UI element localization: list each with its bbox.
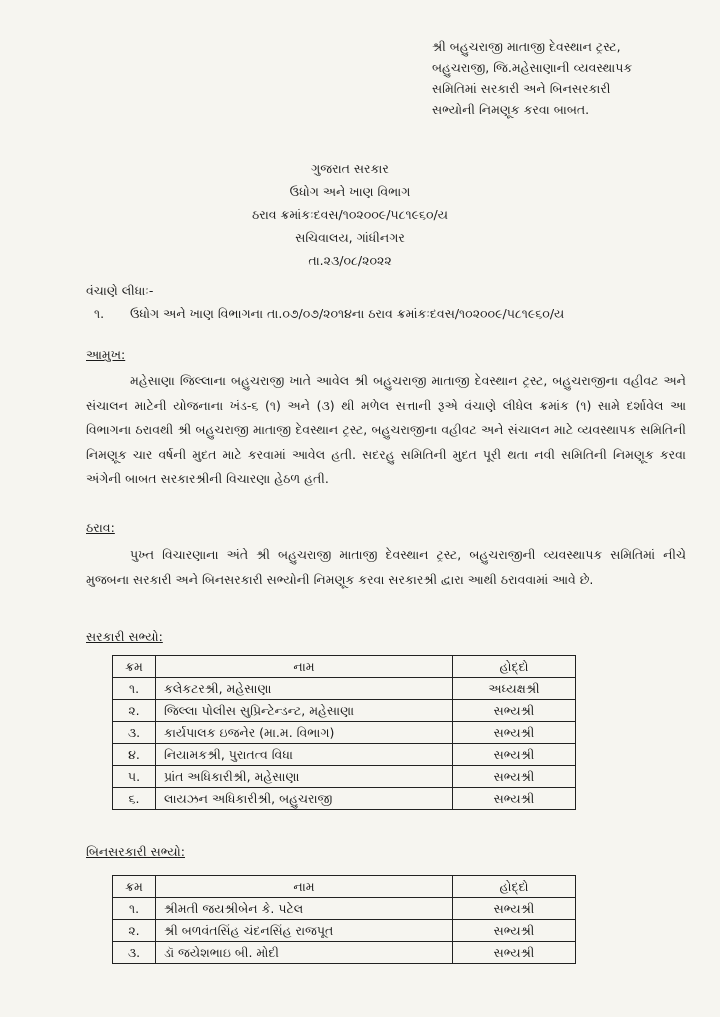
non-official-members-table	[112, 875, 576, 964]
column-header: ક્રમ	[113, 876, 156, 898]
table-header-row	[113, 656, 576, 678]
name-cell: પ્રાંત અધિકારીશ્રી, મહેસાણા	[156, 766, 453, 788]
table-row	[113, 898, 576, 920]
table-row	[113, 744, 576, 766]
official-members-table	[112, 655, 576, 810]
name-cell: લાયઝન અધિકારીશ્રી, બહુચરાજી	[156, 788, 453, 810]
reading-item-number: ૧.	[94, 306, 105, 321]
preamble-text: મહેસાણા જિલ્લાના બહુચરાજી ખાતે આવેલ શ્રી બહુચરાજી માતાજી દેવસ્થાન ટ્રસ્ટ, બહુચરાજીના વહીવટ અને સંચાલન માટેની યોજનાના ખંડ-૬ (૧) અને (૩) થી મળેલ સત્તાની રૂએ વંચાણે લીધેલ ક્રમાંક (૧) સામે દર્શાવેલ આ વિભાગના ઠરાવથી શ્રી બહુચરાજી માતાજી દેવસ્થાન ટ્રસ્ટ, બહુચરાજીના વહીવટ અને સંચાલન માટે વ્યવસ્થાપક સમિતિની નિમણૂક ચાર વર્ષની મુદત માટે કરવામાં આવેલ હતી. સદરહુ સમિતિની મુદત પૂરી થતા નવી સમિતિની નિમણૂક કરવા અંગેની બાબત સરકારશ્રીની વિચારણા હેઠળ હતી.	[86, 373, 686, 486]
subject-block	[432, 36, 692, 120]
name-cell: ડૉ જયેશભાઇ બી. મોદી	[156, 942, 453, 964]
table-row	[113, 788, 576, 810]
name-cell: કાર્યપાલક ઇજનેર (મા.મ. વિભાગ)	[156, 722, 453, 744]
reading-title: વંચાણે લીધાઃ-	[86, 283, 154, 298]
table-row	[113, 700, 576, 722]
date: તા.૨૩/૦૮/૨૦૨૨	[308, 253, 392, 268]
table-row	[113, 942, 576, 964]
serial-cell: ૬.	[113, 788, 156, 810]
column-header: હોદ્દો	[453, 876, 576, 898]
reading-item	[94, 306, 564, 322]
table-row	[113, 722, 576, 744]
serial-cell: ૪.	[113, 744, 156, 766]
subject-line: સભ્યોની નિમણૂક કરવા બાબત.	[432, 102, 590, 117]
reading-item-text: ઉધોગ અને ખાણ વિભાગના તા.૦૭/૦૭/૨૦૧૪ના ઠરાવ ક્રમાંકઃદવસ/૧૦૨૦૦૯/૫૮૧૯૬૦/ય	[129, 306, 565, 321]
official-members-heading: સરકારી સભ્યો:	[86, 629, 163, 644]
non-official-members-heading: બિનસરકારી સભ્યો:	[86, 844, 185, 859]
document-header	[180, 157, 520, 272]
serial-cell: ૧.	[113, 898, 156, 920]
designation-cell: સભ્યશ્રી	[453, 898, 576, 920]
name-cell: નિયામકશ્રી, પુરાતત્વ વિધા	[156, 744, 453, 766]
resolution-heading: ઠરાવ:	[86, 520, 115, 535]
designation-cell: સભ્યશ્રી	[453, 700, 576, 722]
designation-cell: અધ્યક્ષશ્રી	[453, 678, 576, 700]
place: સચિવાલય, ગાંધીનગર	[295, 230, 405, 245]
subject-line: બહુચરાજી, જિ.મહેસાણાની વ્યવસ્થાપક	[432, 60, 633, 75]
column-header: હોદ્દો	[453, 656, 576, 678]
table-row	[113, 678, 576, 700]
subject-line: શ્રી બહુચરાજી માતાજી દેવસ્થાન ટ્રસ્ટ,	[432, 39, 621, 54]
name-cell: કલેકટરશ્રી, મહેસાણા	[156, 678, 453, 700]
resolution-number: ઠરાવ ક્રમાંકઃદવસ/૧૦૨૦૦૯/૫૮૧૯૬૦/ય	[251, 207, 449, 222]
government-name: ગુજરાત સરકાર	[311, 161, 389, 176]
name-cell: જિલ્લા પોલીસ સુપ્રિન્ટેન્ડન્ટ, મહેસાણા	[156, 700, 453, 722]
preamble-heading: આમુખ:	[86, 347, 126, 362]
designation-cell: સભ્યશ્રી	[453, 942, 576, 964]
serial-cell: ૩.	[113, 942, 156, 964]
resolution-text: પુખ્ત વિચારણાના અંતે શ્રી બહુચરાજી માતાજી દેવસ્થાન ટ્રસ્ટ, બહુચરાજીની વ્યવસ્થાપક સમિતિમાં નીચે મુજબના સરકારી અને બિનસરકારી સભ્યોની નિમણૂક કરવા સરકારશ્રી દ્વારા આથી ઠરાવવામાં આવે છે.	[86, 547, 686, 587]
table-row	[113, 920, 576, 942]
serial-cell: ૨.	[113, 920, 156, 942]
subject-line: સમિતિમાં સરકારી અને બિનસરકારી	[432, 81, 611, 96]
serial-cell: ૩.	[113, 722, 156, 744]
designation-cell: સભ્યશ્રી	[453, 788, 576, 810]
column-header: નામ	[156, 656, 453, 678]
serial-cell: ૨.	[113, 700, 156, 722]
designation-cell: સભ્યશ્રી	[453, 744, 576, 766]
name-cell: શ્રીમતી જયશ્રીબેન કે. પટેલ	[156, 898, 453, 920]
serial-cell: ૧.	[113, 678, 156, 700]
column-header: નામ	[156, 876, 453, 898]
designation-cell: સભ્યશ્રી	[453, 722, 576, 744]
serial-cell: ૫.	[113, 766, 156, 788]
name-cell: શ્રી બળવંતસિંહ ચંદનસિંહ રાજપૂત	[156, 920, 453, 942]
table-row	[113, 766, 576, 788]
table-header-row	[113, 876, 576, 898]
department-name: ઉધોગ અને ખાણ વિભાગ	[289, 184, 411, 199]
designation-cell: સભ્યશ્રી	[453, 920, 576, 942]
column-header: ક્રમ	[113, 656, 156, 678]
designation-cell: સભ્યશ્રી	[453, 766, 576, 788]
